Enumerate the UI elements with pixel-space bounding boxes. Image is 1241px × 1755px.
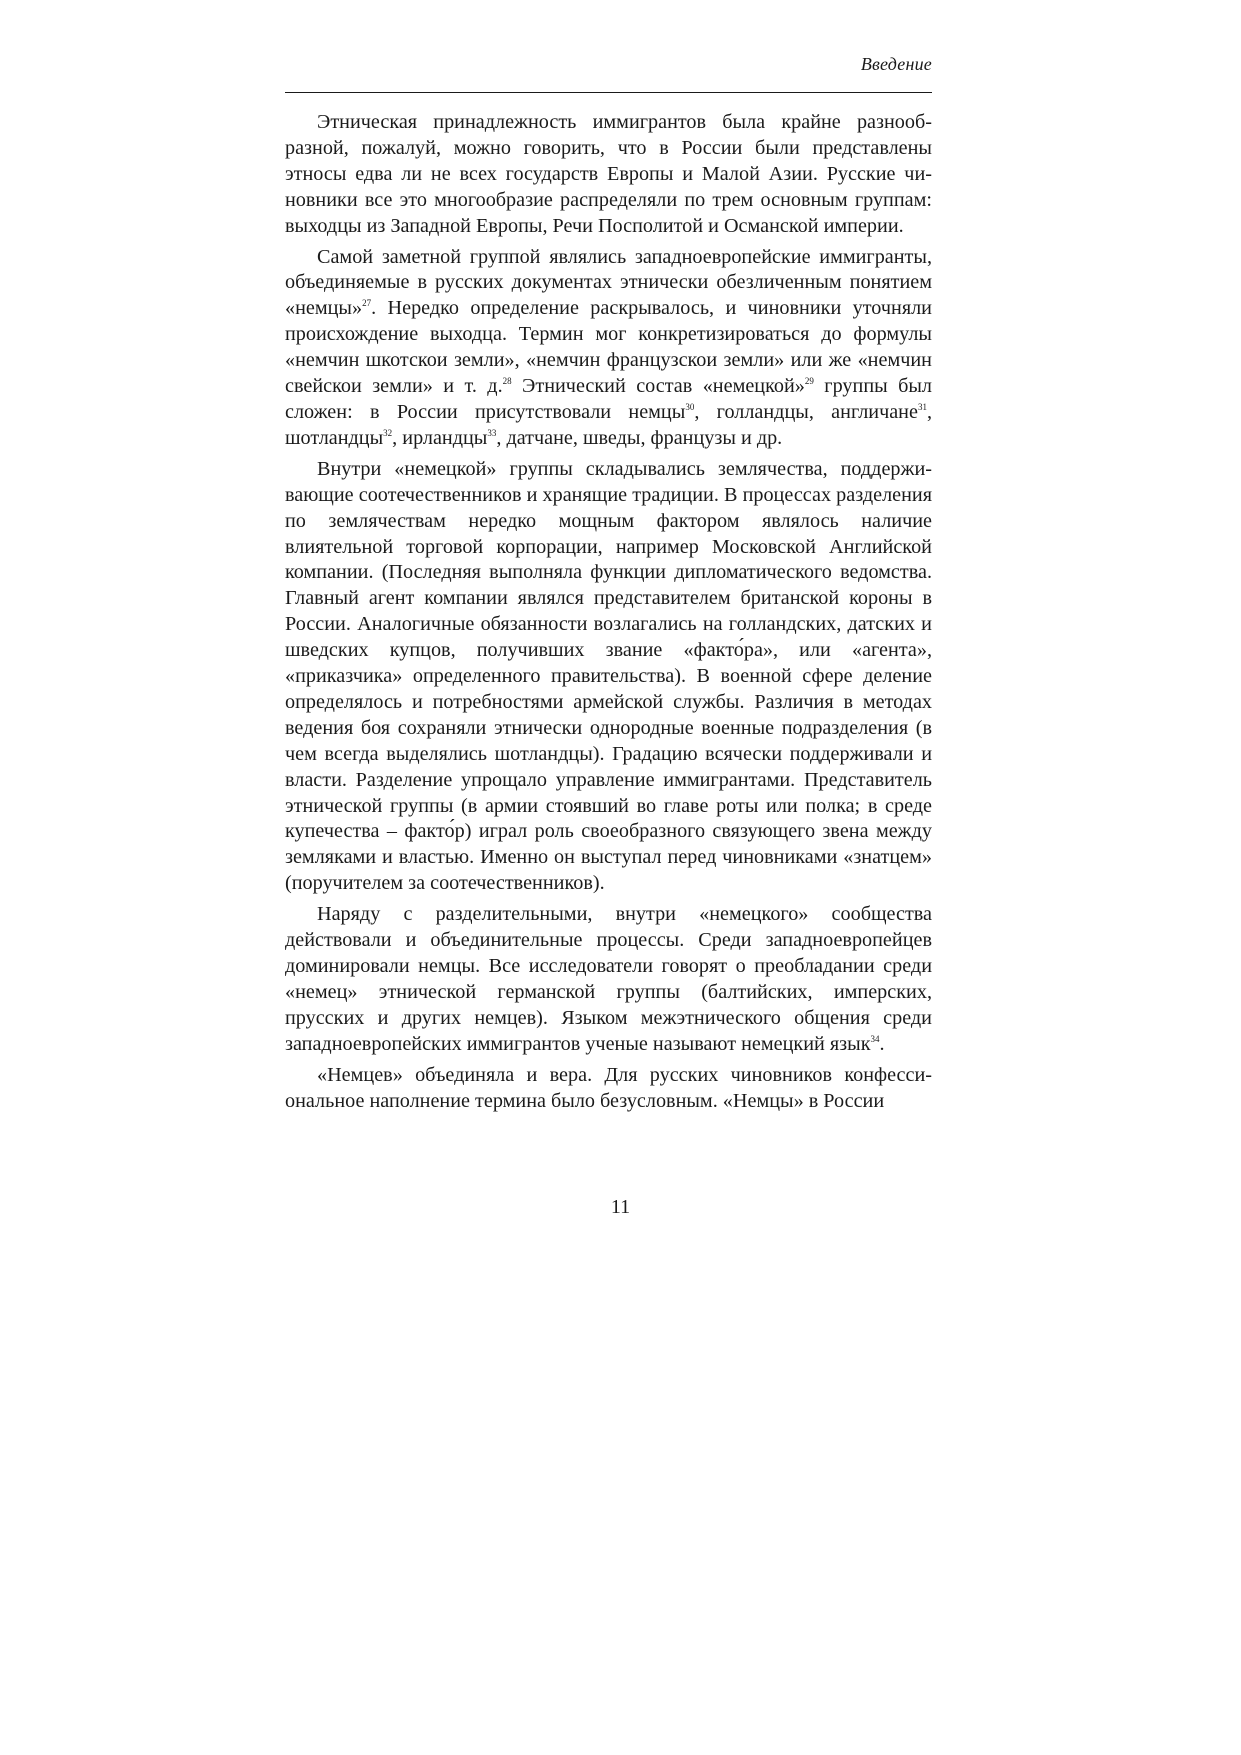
paragraph <box>285 245 932 452</box>
body-text <box>285 110 932 1119</box>
footnote-ref[interactable]: 32 <box>383 427 393 438</box>
footnote-ref[interactable]: 34 <box>870 1033 880 1044</box>
text-segment: . Нередко определение раскрывалось, и чиновники уточняли происхождение выходца. Термин мог конкретизироваться до формулы «немчин шкотскои земли», «немчин французскои земли» или же «немчин свейскои земли» и т. д. <box>285 297 932 398</box>
paragraph <box>285 457 932 897</box>
paragraph <box>285 1063 932 1115</box>
footnote-ref[interactable]: 31 <box>917 401 927 412</box>
text-segment: Внутри «немецкой» группы складывались землячества, поддерживающие соотечественников и хранящие традиции. В процессах разделения по землячествам нередко мощным фактором являлось наличие влиятельной торговой корпорации, например Московской Английской компании. (Последняя выполняла функции дипломатического ведомства. Главный агент компании являлся представителем британской короны в России. Аналогичные обязанности возлагались на голландских, датских и шведских купцов, получивших звание «факто́ра», или «агента», «приказчика» определенного правительства). В военной сфере деление определялось и потребностями армейской службы. Различия в методах ведения боя сохраняли этнически однородные военные подразделения (в чем всегда выделялись шотландцы). Градацию всячески поддерживали и власти. Разделение упрощало управление иммигрантами. Представитель этнической группы (в армии стоявший во главе роты или полка; в среде купечества – факто́р) играл роль своеобразного связующего звена между земляками и властью. Именно он выступал перед чиновниками «знатцем» (поручителем за соотечественников). <box>285 457 932 895</box>
running-head: Введение <box>860 54 932 74</box>
text-segment: , шотландцы <box>285 400 932 449</box>
text-segment: Самой заметной группой являлись западноевропейские иммигранты, объединяемые в русских документах этнически обезличенным понятием «немцы» <box>285 245 932 320</box>
footnote-ref[interactable]: 28 <box>502 376 512 387</box>
text-segment: , датчане, шведы, французы и др. <box>496 426 783 449</box>
text-segment: , голландцы, англичане <box>694 400 918 423</box>
text-segment: Этнический состав «немецкой» <box>511 375 805 398</box>
page-number: 11 <box>610 1196 631 1218</box>
paragraph <box>285 110 932 240</box>
footnote-ref[interactable]: 30 <box>685 401 695 412</box>
page-header <box>285 50 932 93</box>
text-segment: Наряду с разделительными, внутри «немецкого» сообщества действовали и объединительные процессы. Среди западноевропейцев доминировали немцы. Все исследователи говорят о преобладании среди «немец» этнической германской группы (балтийских, имперских, прусских и других немцев). Языком межэтнического общения среди западноевропейских иммигрантов ученые называют немецкий язык <box>285 903 932 1055</box>
footnote-ref[interactable]: 27 <box>362 298 372 309</box>
text-segment: Этническая принадлежность иммигрантов была крайне разнообразной, пожалуй, можно говорить, что в России были представлены этносы едва ли не всех государств Европы и Малой Азии. Русские чиновники все это многообразие распределяли по трем основным группам: выходцы из Западной Европы, Речи Посполитой и Османской империи. <box>285 111 932 237</box>
text-segment: . <box>879 1032 885 1055</box>
text-segment: «Немцев» объединяла и вера. Для русских чиновников конфессиональное наполнение термина было безусловным. «Немцы» в России <box>285 1063 932 1112</box>
footnote-ref[interactable]: 33 <box>487 427 497 438</box>
text-segment: , ирландцы <box>392 426 488 449</box>
text-segment: группы был сложен: в России присутствовали немцы <box>285 375 933 423</box>
paragraph <box>285 902 932 1057</box>
footnote-ref[interactable]: 29 <box>804 376 814 387</box>
